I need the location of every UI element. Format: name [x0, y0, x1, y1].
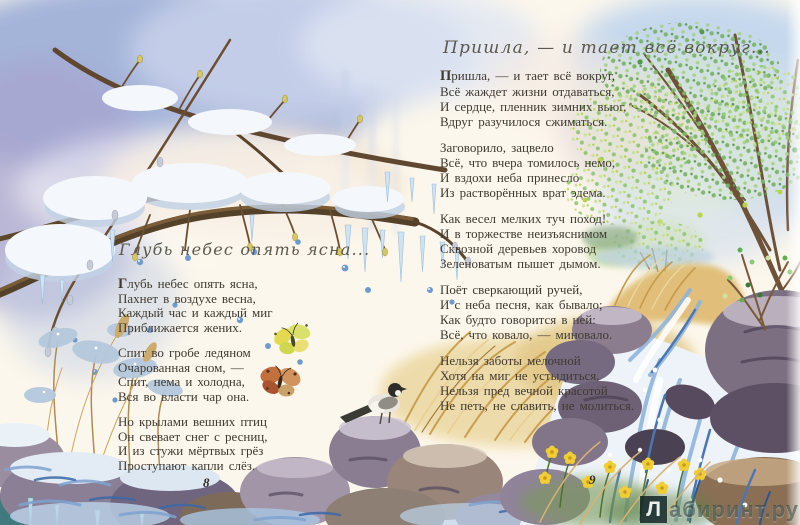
- poem-line: Вдруг разучилося сжиматься.: [440, 114, 608, 129]
- poem-line: И вздохи неба принесло: [440, 170, 580, 185]
- poem-line: Пришла, — и тает всё вокруг,: [440, 68, 616, 84]
- poem-line: Из растворённых врат эдема.: [440, 185, 606, 200]
- stanza: [440, 353, 634, 413]
- poem-line: Всё, что ковало, — миновало.: [440, 327, 613, 342]
- poem-line: Не петь, не славить, не молиться.: [440, 398, 635, 413]
- poem-line: Зеленоватым пышет дымом.: [440, 256, 601, 271]
- poem-line: Проступают капли слёз.: [118, 457, 256, 473]
- poem-line: Сквозной деревьев хоровод: [440, 241, 597, 256]
- labirint-watermark: [640, 496, 799, 523]
- poem-line: Нельзя пред вечной красотой: [440, 383, 608, 398]
- poem-line: Пахнет в воздухе весна,: [118, 290, 256, 306]
- poem-line: И сердце, пленник зимних вьюг,: [440, 99, 627, 114]
- left-poem-title: Глубь небес опять ясна...: [119, 240, 371, 259]
- stanza: [440, 282, 634, 342]
- left-poem: [118, 277, 273, 484]
- stanza: [440, 68, 634, 129]
- poem-line: Каждый час и каждый миг: [118, 305, 273, 320]
- page-number-left: 8: [203, 475, 210, 490]
- poem-line: Хотя на миг не устыдиться,: [440, 368, 600, 383]
- right-poem: [440, 68, 634, 424]
- poem-line: И в торжестве неизъяснимом: [440, 226, 608, 241]
- stanza: [440, 211, 634, 271]
- poem-line: Приближается жених.: [118, 319, 243, 335]
- poem-line: Как весел мелких туч поход!: [440, 211, 607, 226]
- poem-line: Спит, нема и холодна,: [118, 374, 245, 389]
- labirint-watermark-text: абиринт.ру: [669, 496, 799, 522]
- poem-line: Поёт сверкающий ручей,: [440, 282, 583, 297]
- butterfly-yellow: [269, 319, 316, 359]
- stanza: [440, 140, 634, 200]
- stanza: [118, 346, 273, 404]
- poem-line: Всё жаждет жизни отдаваться,: [440, 84, 615, 99]
- poem-line: Но крылами вешних птиц: [118, 414, 267, 429]
- stanza: [118, 277, 273, 335]
- stanza: [118, 415, 273, 473]
- poem-line: Спит во гробе ледяном: [118, 345, 251, 360]
- page-number-right: 9: [589, 472, 596, 487]
- poem-line: Глубь небес опять ясна,: [118, 276, 258, 292]
- right-poem-title: Пришла, — и тает всё вокруг...: [443, 38, 771, 58]
- poem-line: Нельзя заботы мелочной: [440, 353, 581, 368]
- poem-line: Заговорило, зацвело: [440, 140, 554, 155]
- page-edge-highlight: [786, 0, 800, 525]
- poem-line: Очарованная сном, —: [118, 359, 244, 375]
- poem-line: И с неба песня, как бывало;: [440, 297, 603, 312]
- poem-line: И из стужи мёртвых грёз: [118, 443, 264, 458]
- poem-line: Всё, что вчера томилось немо,: [440, 155, 616, 170]
- labirint-logo: Л: [640, 496, 667, 523]
- poem-line: Он свевает снег с ресниц,: [118, 428, 268, 444]
- poem-line: Вся во власти чар она.: [118, 388, 250, 404]
- poem-line: Как будто говорится в ней:: [440, 312, 596, 327]
